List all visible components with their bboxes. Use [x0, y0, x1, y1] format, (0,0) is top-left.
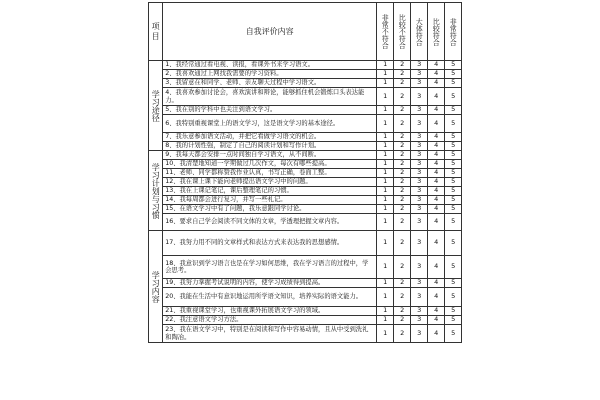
score-option-2[interactable]: 2 [394, 196, 411, 205]
score-option-4[interactable]: 4 [428, 160, 445, 169]
score-option-5[interactable]: 5 [445, 279, 462, 288]
item-text: 11、老师、同学都称赞我作业认真，书写正确，卷面工整。 [163, 169, 377, 178]
table-row [149, 325, 462, 343]
score-option-3[interactable]: 3 [411, 256, 428, 279]
self-evaluation-table [148, 2, 462, 343]
item-text: 7、我乐意参加语文活动，并把它看做学习语文的机会。 [163, 133, 377, 142]
score-option-2[interactable]: 2 [394, 151, 411, 160]
score-option-2[interactable]: 2 [394, 61, 411, 70]
item-text: 23、我在语文学习中，特别是在阅读和写作中容易动情，且从中受到洗礼和陶冶。 [163, 325, 377, 343]
score-option-4[interactable]: 4 [428, 106, 445, 115]
table-row [149, 88, 462, 106]
item-text: 15、在语文学习中有了问题，我乐意跟同学讨论。 [163, 205, 377, 214]
score-option-1[interactable]: 1 [377, 256, 394, 279]
score-option-5[interactable]: 5 [445, 231, 462, 256]
item-text: 22、我注意语文学习方法。 [163, 316, 377, 325]
score-option-3[interactable]: 3 [411, 288, 428, 307]
score-option-4[interactable]: 4 [428, 115, 445, 133]
score-option-3[interactable]: 3 [411, 196, 428, 205]
score-option-3[interactable]: 3 [411, 133, 428, 142]
score-option-1[interactable]: 1 [377, 115, 394, 133]
item-text: 14、我每周都会进行复习，并写一些札记。 [163, 196, 377, 205]
item-text: 19、我努力掌握考试说明的内容，使学习成绩得到提高。 [163, 279, 377, 288]
item-text: 4、我喜欢参加讨论会，喜欢演讲和辩论，能够抓住机会锻炼口头表达能力。 [163, 88, 377, 106]
table-row [149, 196, 462, 205]
level-header-3: 大体符合 [411, 3, 428, 61]
score-option-5[interactable]: 5 [445, 187, 462, 196]
score-option-2[interactable]: 2 [394, 178, 411, 187]
score-option-3[interactable]: 3 [411, 88, 428, 106]
table-row [149, 187, 462, 196]
score-option-3[interactable]: 3 [411, 316, 428, 325]
score-option-4[interactable]: 4 [428, 214, 445, 231]
score-option-4[interactable]: 4 [428, 325, 445, 343]
score-option-5[interactable]: 5 [445, 106, 462, 115]
score-option-1[interactable]: 1 [377, 231, 394, 256]
category-cell: 学习计划与习惯 [149, 151, 163, 231]
item-text: 16、要求自己学会阅读不同文体的文章，学透理把握文章内容。 [163, 214, 377, 231]
score-option-1[interactable]: 1 [377, 169, 394, 178]
score-option-3[interactable]: 3 [411, 70, 428, 79]
table-row [149, 205, 462, 214]
score-option-1[interactable]: 1 [377, 187, 394, 196]
score-option-5[interactable]: 5 [445, 307, 462, 316]
score-option-1[interactable]: 1 [377, 79, 394, 88]
score-option-3[interactable]: 3 [411, 106, 428, 115]
score-option-4[interactable]: 4 [428, 178, 445, 187]
score-option-3[interactable]: 3 [411, 160, 428, 169]
item-text: 3、我留意在和同学、老师、亲友聊天过程中学习语文。 [163, 79, 377, 88]
level-header-2: 比较不符合 [394, 3, 411, 61]
score-option-5[interactable]: 5 [445, 214, 462, 231]
score-option-1[interactable]: 1 [377, 151, 394, 160]
score-option-5[interactable]: 5 [445, 88, 462, 106]
score-option-4[interactable]: 4 [428, 133, 445, 142]
score-option-1[interactable]: 1 [377, 70, 394, 79]
score-option-4[interactable]: 4 [428, 288, 445, 307]
score-option-2[interactable]: 2 [394, 231, 411, 256]
score-option-1[interactable]: 1 [377, 288, 394, 307]
score-option-1[interactable]: 1 [377, 325, 394, 343]
score-option-1[interactable]: 1 [377, 133, 394, 142]
score-option-5[interactable]: 5 [445, 142, 462, 151]
table-row [149, 288, 462, 307]
score-option-2[interactable]: 2 [394, 325, 411, 343]
score-option-4[interactable]: 4 [428, 196, 445, 205]
table-row [149, 115, 462, 133]
score-option-2[interactable]: 2 [394, 307, 411, 316]
score-option-4[interactable]: 4 [428, 79, 445, 88]
score-option-5[interactable]: 5 [445, 115, 462, 133]
item-text: 13、我在上课记笔记，课后整理笔记的习惯。 [163, 187, 377, 196]
score-option-4[interactable]: 4 [428, 142, 445, 151]
score-option-1[interactable]: 1 [377, 142, 394, 151]
score-option-2[interactable]: 2 [394, 279, 411, 288]
score-option-1[interactable]: 1 [377, 196, 394, 205]
score-option-1[interactable]: 1 [377, 61, 394, 70]
score-option-3[interactable]: 3 [411, 231, 428, 256]
item-text: 17、我努力用不同的文章样式和表达方式来表达我的思想感情。 [163, 231, 377, 256]
table-row [149, 307, 462, 316]
table-row [149, 79, 462, 88]
score-option-1[interactable]: 1 [377, 205, 394, 214]
score-option-5[interactable]: 5 [445, 205, 462, 214]
score-option-4[interactable]: 4 [428, 205, 445, 214]
score-option-5[interactable]: 5 [445, 288, 462, 307]
item-text: 2、我喜欢通过上网找我需要的学习资料。 [163, 70, 377, 79]
score-option-3[interactable]: 3 [411, 79, 428, 88]
score-option-4[interactable]: 4 [428, 256, 445, 279]
score-option-2[interactable]: 2 [394, 88, 411, 106]
score-option-3[interactable]: 3 [411, 214, 428, 231]
score-option-3[interactable]: 3 [411, 61, 428, 70]
table-row [149, 256, 462, 279]
score-option-1[interactable]: 1 [377, 106, 394, 115]
score-option-3[interactable]: 3 [411, 115, 428, 133]
score-option-2[interactable]: 2 [394, 169, 411, 178]
score-option-3[interactable]: 3 [411, 187, 428, 196]
table-row [149, 178, 462, 187]
item-text: 21、我重视课堂学习，也重视课外拓展语文学习的领域。 [163, 307, 377, 316]
score-option-5[interactable]: 5 [445, 133, 462, 142]
score-option-3[interactable]: 3 [411, 307, 428, 316]
level-header-5: 非常符合 [445, 3, 462, 61]
score-option-5[interactable]: 5 [445, 79, 462, 88]
score-option-4[interactable]: 4 [428, 231, 445, 256]
score-option-2[interactable]: 2 [394, 256, 411, 279]
score-option-4[interactable]: 4 [428, 307, 445, 316]
score-option-4[interactable]: 4 [428, 187, 445, 196]
score-option-4[interactable]: 4 [428, 279, 445, 288]
score-option-3[interactable]: 3 [411, 178, 428, 187]
score-option-3[interactable]: 3 [411, 142, 428, 151]
table-row [149, 70, 462, 79]
header-row [149, 3, 462, 61]
item-text: 18、我意识到学习语言也是在学习如何思维，我在学习语言的过程中，学会思考。 [163, 256, 377, 279]
score-option-5[interactable]: 5 [445, 325, 462, 343]
score-option-2[interactable]: 2 [394, 79, 411, 88]
score-option-2[interactable]: 2 [394, 133, 411, 142]
item-text: 10、我清楚地知道一学期做过几次作文，每次有哪些提高。 [163, 160, 377, 169]
score-option-5[interactable]: 5 [445, 61, 462, 70]
item-text: 1、我经常通过看电视、读报，看课外书来学习语文。 [163, 61, 377, 70]
score-option-4[interactable]: 4 [428, 61, 445, 70]
score-option-1[interactable]: 1 [377, 160, 394, 169]
table-row [149, 151, 462, 160]
score-option-2[interactable]: 2 [394, 214, 411, 231]
item-text: 20、我能在生活中有意识地运用所学语文知识，培养实际的语文能力。 [163, 288, 377, 307]
item-text: 9、我每天都会安排一点时间独自学习语文，从不间断。 [163, 151, 377, 160]
project-header: 项目 [149, 3, 163, 61]
table-row [149, 160, 462, 169]
table-row [149, 106, 462, 115]
score-option-2[interactable]: 2 [394, 187, 411, 196]
score-option-4[interactable]: 4 [428, 169, 445, 178]
table-row [149, 231, 462, 256]
table-row [149, 169, 462, 178]
score-option-3[interactable]: 3 [411, 325, 428, 343]
score-option-2[interactable]: 2 [394, 115, 411, 133]
category-cell: 学习途径 [149, 61, 163, 151]
score-option-3[interactable]: 3 [411, 279, 428, 288]
score-option-2[interactable]: 2 [394, 106, 411, 115]
score-option-5[interactable]: 5 [445, 316, 462, 325]
content-header: 自我评价内容 [163, 3, 377, 61]
table-row [149, 142, 462, 151]
score-option-2[interactable]: 2 [394, 70, 411, 79]
table-row [149, 279, 462, 288]
score-option-5[interactable]: 5 [445, 70, 462, 79]
score-option-4[interactable]: 4 [428, 88, 445, 106]
score-option-1[interactable]: 1 [377, 316, 394, 325]
table-row [149, 133, 462, 142]
level-header-4: 比较符合 [428, 3, 445, 61]
score-option-2[interactable]: 2 [394, 316, 411, 325]
score-option-2[interactable]: 2 [394, 160, 411, 169]
score-option-4[interactable]: 4 [428, 316, 445, 325]
table-row [149, 214, 462, 231]
score-option-1[interactable]: 1 [377, 279, 394, 288]
category-cell: 学习内容 [149, 231, 163, 343]
score-option-1[interactable]: 1 [377, 88, 394, 106]
score-option-2[interactable]: 2 [394, 288, 411, 307]
score-option-3[interactable]: 3 [411, 169, 428, 178]
level-header-1: 非常不符合 [377, 3, 394, 61]
score-option-5[interactable]: 5 [445, 160, 462, 169]
score-option-3[interactable]: 3 [411, 205, 428, 214]
item-text: 8、我的计划性强，制定了自己的阅读计划和写作计划。 [163, 142, 377, 151]
score-option-4[interactable]: 4 [428, 151, 445, 160]
score-option-5[interactable]: 5 [445, 169, 462, 178]
score-option-1[interactable]: 1 [377, 214, 394, 231]
score-option-3[interactable]: 3 [411, 151, 428, 160]
score-option-2[interactable]: 2 [394, 142, 411, 151]
score-option-1[interactable]: 1 [377, 307, 394, 316]
item-text: 5、我在别的学科中也关注到语文学习。 [163, 106, 377, 115]
score-option-5[interactable]: 5 [445, 178, 462, 187]
item-text: 6、我特别重视课堂上的语文学习，这是语文学习的基本途径。 [163, 115, 377, 133]
score-option-5[interactable]: 5 [445, 256, 462, 279]
score-option-5[interactable]: 5 [445, 151, 462, 160]
table-row [149, 61, 462, 70]
score-option-2[interactable]: 2 [394, 205, 411, 214]
score-option-1[interactable]: 1 [377, 178, 394, 187]
score-option-5[interactable]: 5 [445, 196, 462, 205]
score-option-4[interactable]: 4 [428, 70, 445, 79]
table-row [149, 316, 462, 325]
item-text: 12、我在课上课下能向老师提出语文学习中的问题。 [163, 178, 377, 187]
